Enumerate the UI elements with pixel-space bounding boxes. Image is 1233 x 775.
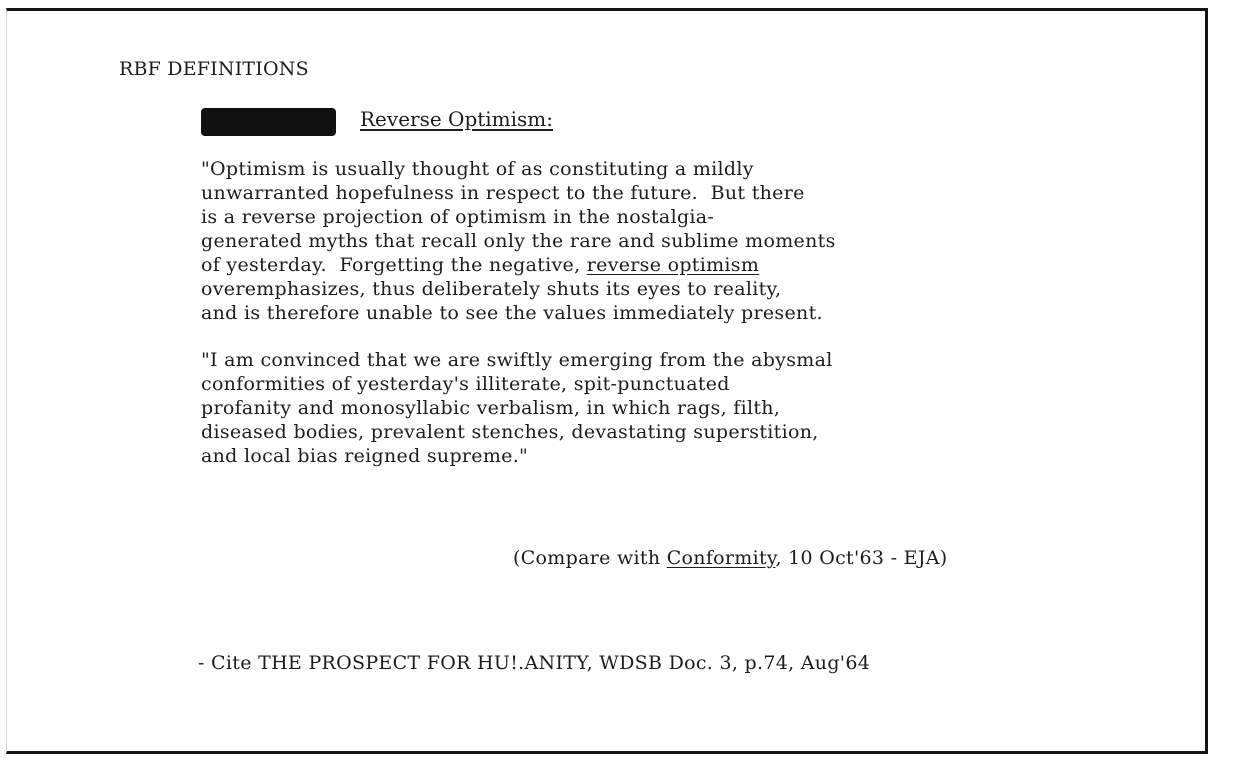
paragraph-line: profanity and monosyllabic verbalism, in which rags, filth, [201,397,781,419]
paragraph-line: and local bias reigned supreme." [201,445,529,467]
paragraph-line: and is therefore unable to see the values immediately present. [201,302,823,324]
definition-paragraph [201,157,836,325]
citation: - Cite THE PROSPECT FOR HU!.ANITY, WDSB Doc. 3, p.74, Aug'64 [198,652,871,674]
paragraph-line: of yesterday. Forgetting the negative, [201,254,587,276]
compare-prefix: (Compare with [513,547,667,569]
paragraph-line: "Optimism is usually thought of as constituting a mildly [201,158,754,180]
document-heading: RBF DEFINITIONS [119,58,309,80]
term-title: Reverse Optimism: [360,107,554,131]
paragraph-line: diseased bodies, prevalent stenches, devastating superstition, [201,421,819,443]
quote-paragraph [201,348,833,468]
redaction-bar [201,108,336,136]
paragraph-line: overemphasizes, thus deliberately shuts its eyes to reality, [201,278,782,300]
paragraph-line: unwarranted hopefulness in respect to the future. But there [201,182,805,204]
compare-note [513,547,948,569]
paragraph-line: is a reverse projection of optimism in the nostalgia- [201,206,715,228]
compare-reference: Conformity [666,547,776,569]
paragraph-line: "I am convinced that we are swiftly emerging from the abysmal [201,349,833,371]
paragraph-line: conformities of yesterday's illiterate, spit-punctuated [201,373,730,395]
underlined-term: reverse optimism [586,254,760,276]
paragraph-line: generated myths that recall only the rare and sublime moments [201,230,836,252]
compare-suffix: , 10 Oct'63 - EJA) [775,547,948,569]
